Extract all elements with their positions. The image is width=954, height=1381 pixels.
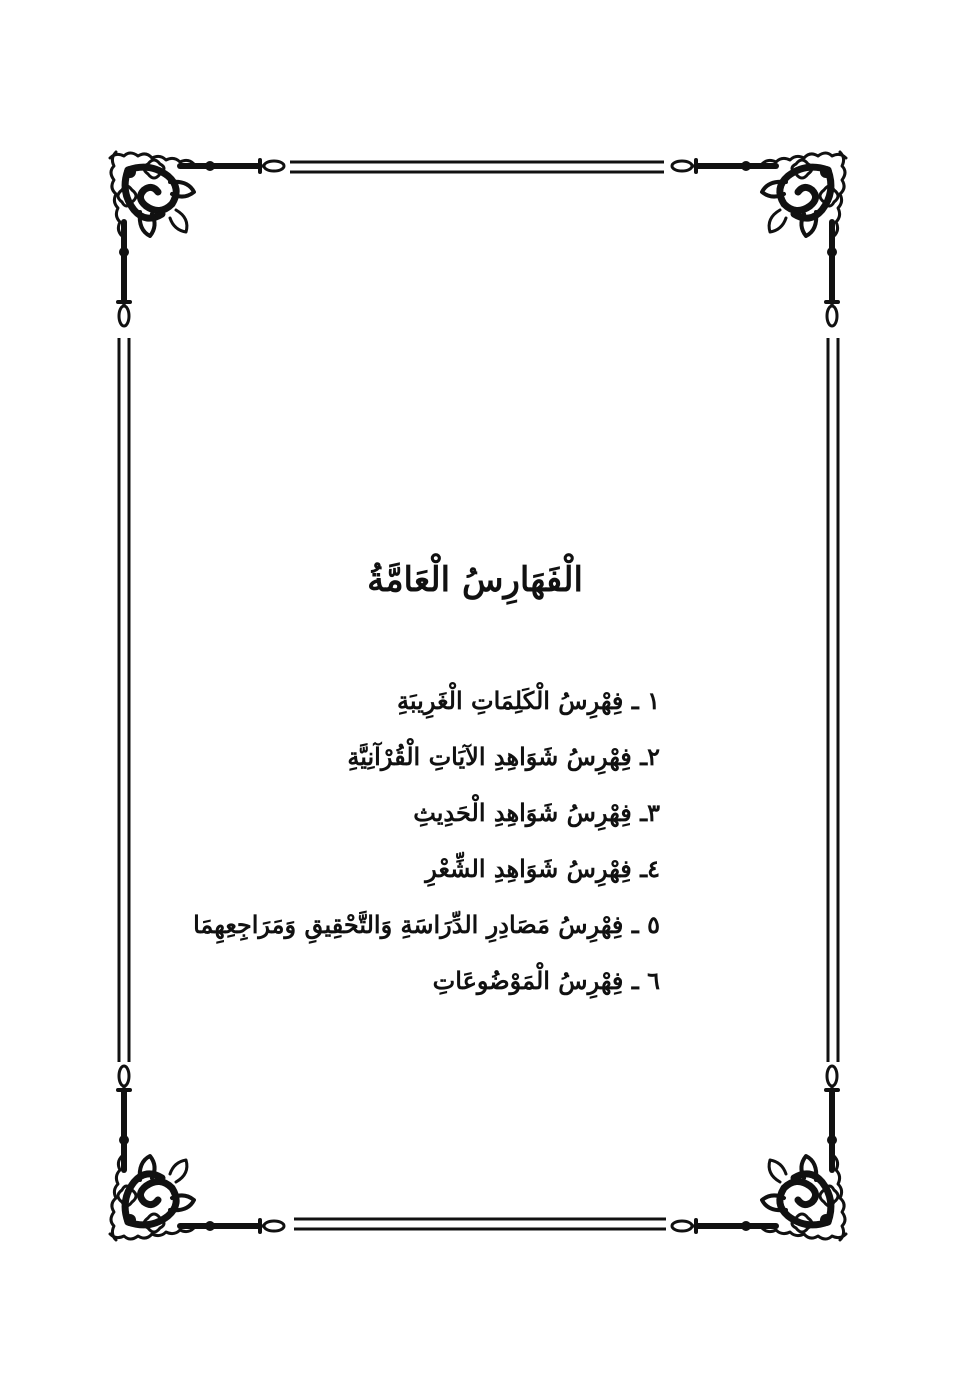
index-list [180,673,780,1009]
corner-ornament-bottom-right [672,1066,846,1240]
index-item-5: ٥ ـ فِهْرِسُ مَصَادِرِ الدِّرَاسَةِ وَالتَّحْقِيقِ وَمَرَاجِعِهِمَا [193,909,660,939]
right-rule [828,338,838,1062]
index-item-3: ٣ـ فِهْرِسُ شَوَاهِدِ الْحَدِيثِ [413,797,660,827]
bottom-rule [294,1219,666,1229]
left-rule [119,338,129,1062]
page-content [180,560,780,1009]
corner-ornament-top-right [672,152,846,326]
corner-ornament-bottom-left [110,1066,284,1240]
index-item-1: ١ ـ فِهْرِسُ الْكَلِمَاتِ الْغَرِيبَةِ [397,685,660,715]
page-title: الْفَهَارِسُ الْعَامَّةُ [367,560,583,600]
corner-ornament-top-left [110,152,284,326]
index-item-6: ٦ ـ فِهْرِسُ الْمَوْضُوعَاتِ [432,965,660,995]
top-rule [290,162,664,172]
index-item-4: ٤ـ فِهْرِسُ شَوَاهِدِ الشِّعْرِ [425,853,660,883]
index-item-2: ٢ـ فِهْرِسُ شَوَاهِدِ الآيَاتِ الْقُرْآنِيَّةِ [347,741,660,771]
